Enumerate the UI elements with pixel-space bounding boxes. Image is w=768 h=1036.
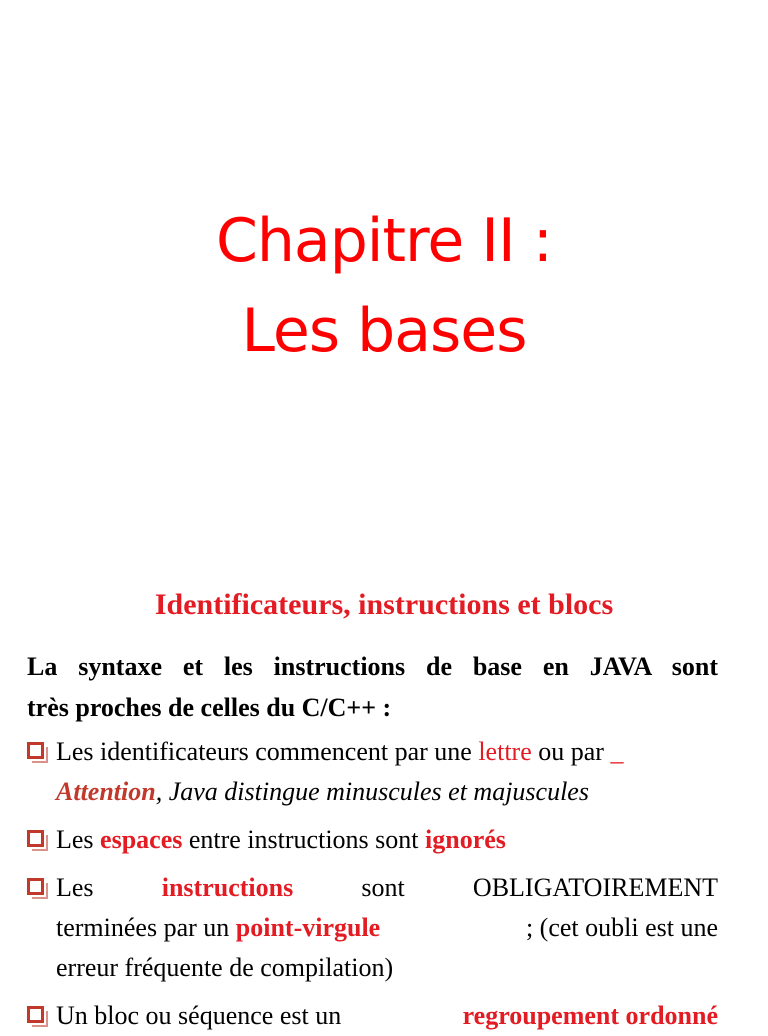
chapter-title-line-2: Les bases	[241, 296, 527, 366]
slide-2	[0, 560, 768, 1030]
bullet3-point-virgule: point-virgule	[235, 913, 381, 942]
bullet-instructions	[27, 868, 718, 988]
bullet3-line-2: terminées par un point-virgule ; (cet oubli est une	[56, 913, 718, 942]
chapter-title-line-1: Chapitre II :	[216, 206, 552, 276]
bullet1-lettre: lettre	[478, 737, 532, 766]
bullet2-text-b: entre instructions sont	[182, 825, 426, 854]
bullet2-espaces: espaces	[100, 825, 183, 854]
bullet2-ignores: ignorés	[425, 825, 506, 854]
bullet-identifiers	[27, 732, 718, 812]
bullet2-text-a: Les	[56, 825, 101, 854]
bullet1-text-b: ou par	[531, 737, 611, 766]
bullet1-attention: Attention	[56, 777, 156, 806]
bullet3-line-3: erreur fréquente de compilation)	[56, 953, 394, 982]
intro-line-2: très proches de celles du C/C++ :	[27, 693, 392, 722]
intro-paragraph	[27, 646, 718, 728]
checkbox-bullet-icon	[27, 830, 44, 847]
intro-text-1: La syntaxe et les instructions de base en JAVA sont	[27, 652, 718, 681]
bullet1-note: , Java distingue minuscules et majuscules	[155, 777, 589, 806]
bullet-spaces	[27, 820, 718, 860]
bullet4-regroupement: regroupement ordonné	[462, 1001, 718, 1030]
checkbox-bullet-icon	[27, 1006, 44, 1023]
bullet3-instructions: instructions	[161, 873, 294, 902]
section-heading: Identificateurs, instructions et blocs	[154, 588, 614, 621]
bullet4-text-a: Un bloc ou séquence est un	[56, 1001, 342, 1030]
chapter-title	[0, 196, 768, 376]
bullet3-line-1: Les instructions sont OBLIGATOIREMENT	[56, 868, 718, 908]
checkbox-bullet-icon	[27, 878, 44, 895]
intro-line-1	[27, 646, 718, 687]
bullet1-underscore: _	[610, 737, 624, 766]
bullet1-text-a: Les identificateurs commencent par une	[56, 737, 479, 766]
checkbox-bullet-icon	[27, 742, 44, 759]
bullet-bloc	[27, 996, 718, 1036]
